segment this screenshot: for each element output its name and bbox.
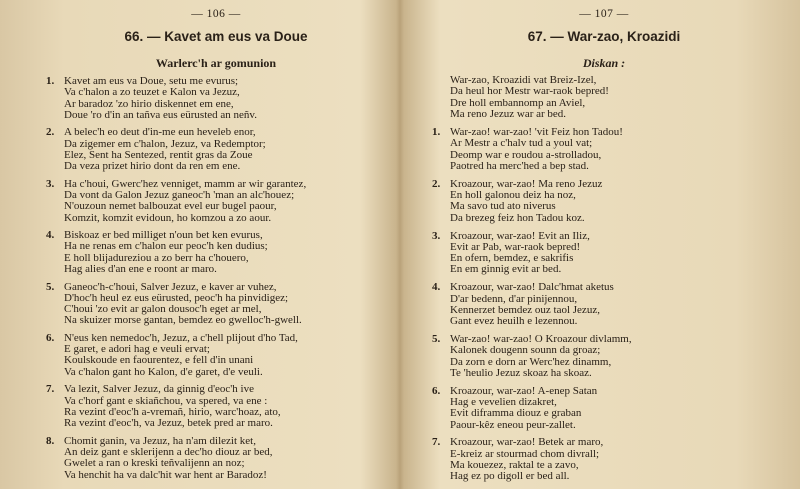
verse-line: E garet, e adori hag e veuli ervat; — [64, 343, 210, 356]
stanza-number: 4. — [432, 281, 441, 294]
verse-line: Evit ar Pab, war-raok bepred! — [450, 240, 581, 253]
verse-line: War-zao! war-zao! 'vit Feiz hon Tadou! — [450, 126, 623, 139]
stanza-number: 1. — [46, 75, 55, 87]
verse-line: Kalonek dougenn sounn da groaz; — [450, 344, 601, 357]
verse-line: Da brezeg feiz hon Tadou koz. — [450, 211, 585, 224]
verse-line: Va henchit ha va dalc'hit war hent ar Baradoz! — [64, 468, 267, 481]
stanza-lines — [64, 384, 386, 429]
verse-line: Va lezit, Salver Jezuz, da ginnig d'eoc'h ive — [64, 383, 254, 396]
stanza-lines — [450, 334, 776, 379]
verse-line: Elez, Sent ha Sentezed, rentit gras da Zoue — [64, 148, 253, 161]
stanza-lines — [450, 231, 776, 276]
verse-line: Va c'horf gant e skiañchou, va spered, va ene : — [64, 394, 268, 407]
verse-line: En ofern, bemdez, e sakrifis — [450, 252, 574, 265]
hymn-subtitle-66: Warlerc'h ar gomunion — [155, 56, 277, 70]
stanza-lines — [450, 386, 776, 431]
stanza-lines — [450, 179, 776, 224]
stanza-number: 5. — [46, 280, 55, 293]
stanza-lines — [450, 127, 776, 172]
page-number-right: — 107 — — [579, 8, 629, 20]
stanza-lines — [64, 76, 386, 121]
verse-line: War-zao! war-zao! O Kroazour divlamm, — [450, 332, 632, 345]
verse-line: Deomp war e roudou a-strolladou, — [450, 148, 602, 161]
hymn-67-stanzas — [432, 127, 776, 482]
stanza-number: 4. — [46, 229, 55, 242]
verse-line: C'houi 'zo evit ar galon dousoc'h eget ar mel, — [64, 303, 262, 316]
verse-line: Ma savo tud ato niverus — [450, 200, 556, 213]
verse-line: N'eus ken nemedoc'h, Jezuz, a c'hell plijout d'ho Tad, — [64, 331, 298, 344]
stanza — [46, 282, 386, 327]
chorus — [450, 75, 776, 120]
stanza-number: 7. — [432, 436, 441, 449]
verse-line: Kroazour, war-zao! Betek ar maro, — [450, 436, 604, 449]
verse-line: Ar Mestr a c'halv tud a youl vat; — [450, 137, 593, 150]
verse-line: Gant evez heuilh e lezennou. — [450, 315, 578, 328]
verse-line: Hag ez po digoll er bed all. — [450, 470, 570, 483]
page-number-left: — 106 — — [191, 8, 241, 20]
hymn-title-66: 66. — Kavet am eus va Doue — [124, 29, 308, 44]
verse-line: N'ouzoun nemet balbouzat evel eur bugel paour, — [64, 200, 277, 213]
verse-line: Te 'heulio Jezuz skoaz ha skoaz. — [450, 366, 592, 379]
chorus-line: Dre holl embannomp an Aviel, — [450, 96, 586, 109]
verse-line: Hag alies d'an ene e roont ar maro. — [64, 263, 217, 276]
stanza-number: 3. — [432, 229, 441, 242]
verse-line: D'hoc'h heul ez eus eürusted, peoc'h ha pinvidigez; — [64, 291, 289, 304]
stanza-lines — [64, 333, 386, 378]
stanza — [432, 437, 776, 482]
verse-line: Da vont da Galon Jezuz ganeoc'h 'man an alc'houez; — [64, 189, 295, 202]
stanza — [46, 230, 386, 275]
verse-line: Kavet am eus va Doue, setu me evurus; — [64, 75, 239, 87]
stanza — [432, 179, 776, 224]
stanza-number: 1. — [432, 126, 441, 139]
verse-line: Kennerzet bemdez ouz taol Jezuz, — [450, 303, 600, 316]
verse-line: Da zigemer em c'halon, Jezuz, va Redemptor; — [64, 137, 266, 150]
verse-line: Ma kouezez, raktal te a zavo, — [450, 458, 579, 471]
stanza-lines — [450, 282, 776, 327]
stanza — [432, 386, 776, 431]
verse-line: Va c'halon gant ho Kalon, d'e garet, d'e veuli. — [64, 365, 263, 378]
stanza-lines — [450, 437, 776, 482]
chorus-line: War-zao, Kroazidi vat Breiz-Izel, — [450, 74, 597, 86]
verse-line: Koulskoude en faourentez, e fell d'in unani — [64, 354, 254, 367]
stanza-number: 2. — [432, 177, 441, 190]
verse-line: Ganeoc'h-c'houi, Salver Jezuz, e kaver ar vuhez, — [64, 280, 277, 293]
verse-line: Ra vezint d'eoc'h a-vremañ, hirio, warc'hoaz, ato, — [64, 405, 281, 418]
stanza-lines — [64, 282, 386, 327]
verse-line: Evit diframma diouz e graban — [450, 407, 582, 420]
stanza-lines — [64, 436, 386, 481]
verse-line: Ha c'houi, Gwerc'hez venniget, mamm ar wir garantez, — [64, 177, 307, 190]
verse-line: En em ginnig evit ar bed. — [450, 263, 562, 276]
verse-line: Biskoaz er bed milliget n'oun bet ken evurus, — [64, 229, 263, 242]
chorus-heading: Diskan : — [582, 56, 626, 70]
verse-line: Kroazour, war-zao! A-enep Satan — [450, 384, 598, 397]
verse-line: Hag e vevelien dizakret, — [450, 395, 557, 408]
right-page — [400, 0, 800, 489]
verse-line: Gwelet a ran o kreski teñvalijenn an noz; — [64, 457, 245, 470]
stanza — [46, 384, 386, 429]
stanza — [46, 76, 386, 121]
stanza-number: 5. — [432, 332, 441, 345]
verse-line: Doue 'ro d'in an tañva eus eürusted an neñv. — [64, 108, 257, 121]
stanza-lines — [64, 230, 386, 275]
stanza-lines — [64, 179, 386, 224]
verse-line: Da veza prizet hirio dont da ren em ene. — [64, 160, 241, 173]
stanza — [432, 127, 776, 172]
verse-line: Da zorn e dorn ar Werc'hez dinamm, — [450, 355, 612, 368]
stanza-number: 7. — [46, 383, 55, 396]
verse-line: A belec'h eo deut d'in-me eun heveleb enor, — [64, 126, 256, 139]
stanza — [432, 334, 776, 379]
hymn-title-67: 67. — War-zao, Kroazidi — [527, 29, 681, 44]
verse-line: Ha ne renas em c'halon eur peoc'h ken dudius; — [64, 240, 268, 253]
verse-line: Chomit ganin, va Jezuz, ha n'am dilezit ket, — [64, 434, 256, 447]
verse-line: E holl blijadureziou a zo berr ha c'houero, — [64, 251, 249, 264]
stanza — [46, 436, 386, 481]
verse-line: D'ar bedenn, d'ar pinijennou, — [450, 292, 578, 305]
verse-line: Kroazour, war-zao! Evit an Iliz, — [450, 229, 590, 242]
stanza — [432, 231, 776, 276]
stanza-lines — [64, 127, 386, 172]
stanza — [46, 179, 386, 224]
stanza-number: 3. — [46, 177, 55, 190]
stanza-number: 6. — [432, 384, 441, 397]
verse-line: Ra vezint d'eoc'h, va Jezuz, betek pred ar maro. — [64, 417, 273, 430]
verse-line: Paour-kêz eneou peur-zallet. — [450, 418, 576, 431]
verse-line: En holl galonou deiz ha noz, — [450, 189, 576, 202]
verse-line: Paotred ha merc'hed a bep stad. — [450, 160, 589, 173]
stanza-number: 6. — [46, 331, 55, 344]
chorus-line: Da heul hor Mestr war-raok bepred! — [450, 85, 609, 98]
verse-line: Komzit, komzit evidoun, ho komzou a zo aour. — [64, 211, 272, 224]
verse-line: Na skuizer morse gantan, bemdez eo gwelloc'h-gwell. — [64, 314, 302, 327]
stanza-number: 8. — [46, 434, 55, 447]
verse-line: Kroazour, war-zao! Ma reno Jezuz — [450, 177, 603, 190]
stanza — [46, 127, 386, 172]
verse-line: Kroazour, war-zao! Dalc'hmat aketus — [450, 281, 614, 294]
stanza-number: 2. — [46, 126, 55, 139]
stanza — [46, 333, 386, 378]
verse-line: An deiz gant e sklerijenn a dec'ho diouz ar bed, — [64, 445, 273, 458]
verse-line: Ar baradoz 'zo hirio diskennet em ene, — [64, 97, 234, 110]
verse-line: Va c'halon a zo teuzet e Kalon va Jezuz, — [64, 86, 240, 99]
stanza — [432, 282, 776, 327]
chorus-line: Ma reno Jezuz war ar bed. — [450, 107, 567, 120]
hymn-66-stanzas — [46, 76, 386, 481]
verse-line: E-kreiz ar stourmad chom divrall; — [450, 447, 600, 460]
